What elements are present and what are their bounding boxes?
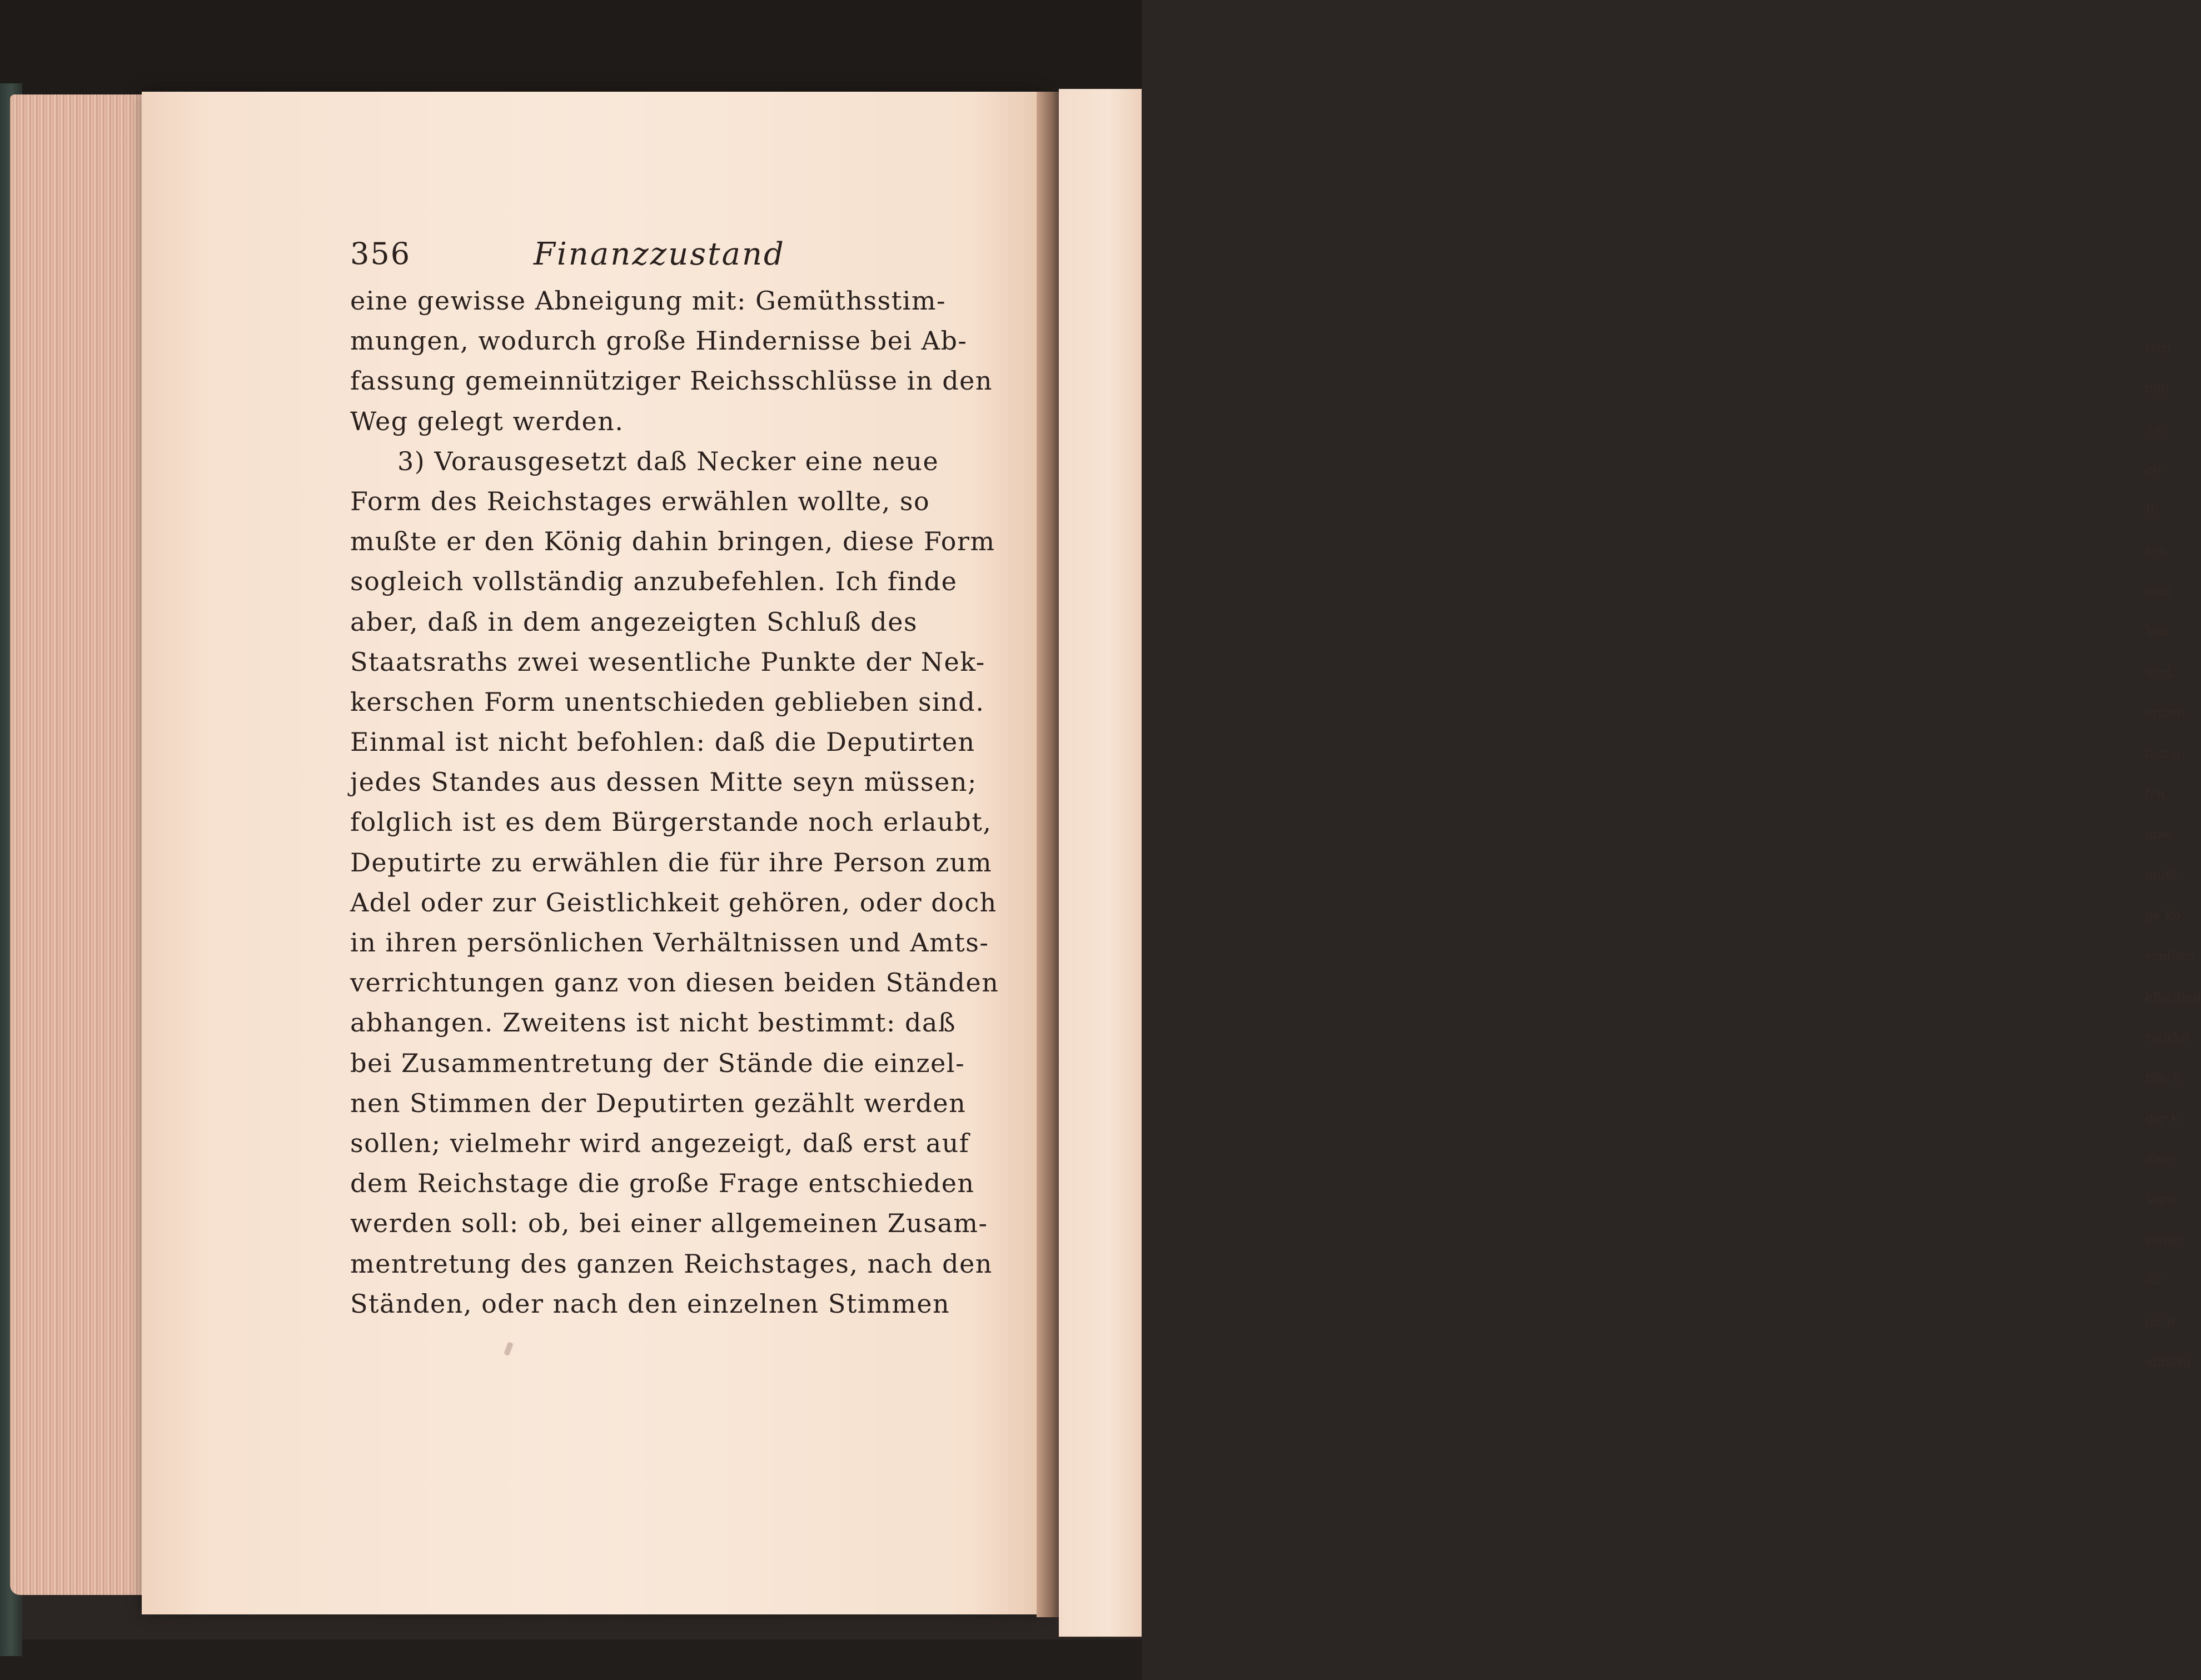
text-line: mentretung des ganzen Reichstages, nach den <box>350 1248 993 1279</box>
facing-text-fragment: für <box>2145 1274 2164 1288</box>
facing-text-fragment: bis d <box>2145 1315 2175 1329</box>
text-line: Staatsraths zwei wesentliche Punkte der Nek- <box>350 646 985 677</box>
text-line: aber, daß in dem angezeigten Schluß des <box>350 606 918 637</box>
facing-text-fragment: man <box>2145 828 2173 842</box>
text-line: mußte er den König dahin bringen, diese Form <box>350 526 995 557</box>
text-line: Adel oder zur Geistlichkeit gehören, oder doch <box>350 887 997 918</box>
text-line: folglich ist es dem Bürgerstande noch erlaubt, <box>350 807 992 837</box>
facing-text-fragment: ben n <box>2145 747 2180 761</box>
text-line: Form des Reichstages erwählen wollte, so <box>350 486 930 516</box>
text-line: dem Reichstage die große Frage entschieden <box>350 1168 975 1199</box>
text-line: nen Stimmen der Deputirten gezählt werden <box>350 1088 967 1118</box>
facing-text-fragment: stan <box>2145 585 2172 599</box>
facing-text-fragment: einer <box>2145 1153 2178 1166</box>
background-top <box>0 0 1142 97</box>
page-number: 356 <box>350 236 411 271</box>
facing-text-fragment: welche <box>2145 1031 2189 1045</box>
text-line: in ihren persönlichen Verhältnissen und Amts- <box>350 928 989 958</box>
facing-page-text <box>2145 328 2201 1439</box>
text-line: fassung gemeinnütziger Reichsschlüsse in den <box>350 366 993 396</box>
text-line: werden soll: ob, bei einer allgemeinen Zusam- <box>350 1208 988 1239</box>
body-text <box>350 281 999 1324</box>
background-bottom <box>0 1639 1142 1680</box>
text-line: Ständen, oder nach den einzelnen Stimmen <box>350 1288 950 1319</box>
text-line: Einmal ist nicht befohlen: daß die Deputirten <box>350 727 975 757</box>
facing-text-fragment: entschi <box>2145 1355 2190 1369</box>
text-line: eine gewisse Abneigung mit: Gemüthsstim- <box>350 286 947 316</box>
text-line: Deputirte zu erwählen die für ihre Person zum <box>350 847 993 878</box>
page-header <box>350 236 914 281</box>
text-line: sollen; vielmehr wird angezeigt, daß erst auf <box>350 1128 970 1158</box>
facing-text-fragment: allerding <box>2145 990 2201 1004</box>
facing-text-fragment: Bi <box>2145 503 2159 517</box>
facing-text-fragment: ben <box>2145 625 2169 639</box>
page-text-block <box>350 236 999 1324</box>
facing-text-fragment: seiner <box>2145 1234 2184 1248</box>
text-line: verrichtungen ganz von diesen beiden Ständen <box>350 968 999 998</box>
facing-text-fragment: ten, e <box>2145 1071 2181 1085</box>
text-line: Weg gelegt werden. <box>350 406 624 436</box>
book-gutter <box>1037 92 1062 1617</box>
text-line: 3) Vorausgesetzt daß Necker eine neue <box>397 446 939 476</box>
facing-text-fragment: der K <box>2145 1112 2180 1126</box>
text-line: kerschen Form unentschieden geblieben sind. <box>350 686 985 717</box>
facing-text-fragment: sind; <box>2145 666 2175 680</box>
text-line: jedes Standes aus dessen Mitte seyn müssen; <box>350 767 977 797</box>
facing-text-fragment: Ich <box>2145 787 2165 801</box>
page-edges-stack <box>10 94 149 1595</box>
facing-text-fragment: Verw <box>2145 1193 2177 1207</box>
text-line: mungen, wodurch große Hindernisse bei Ab- <box>350 326 968 356</box>
facing-text-fragment: muth <box>2145 869 2178 883</box>
text-line: bei Zusammentretung der Stände die einzel- <box>350 1048 965 1078</box>
running-head: Finanzzustand <box>534 236 785 272</box>
facing-text-fragment: (viri <box>2145 341 2171 355</box>
text-line: abhangen. Zweitens ist nicht bestimmt: daß <box>350 1008 957 1038</box>
facing-text-fragment: ge Ko <box>2145 909 2181 923</box>
facing-text-fragment: sentlich <box>2145 950 2194 964</box>
facing-text-fragment: nac <box>2145 422 2168 436</box>
right-page-fragment <box>1059 89 2201 1637</box>
facing-text-fragment: sen <box>2145 544 2167 558</box>
facing-text-fragment: ein <box>2145 463 2165 477</box>
facing-text-fragment: ersten <box>2145 706 2185 720</box>
text-line: sogleich vollständig anzubefehlen. Ich finde <box>350 566 958 597</box>
facing-text-fragment: nun <box>2145 382 2169 396</box>
